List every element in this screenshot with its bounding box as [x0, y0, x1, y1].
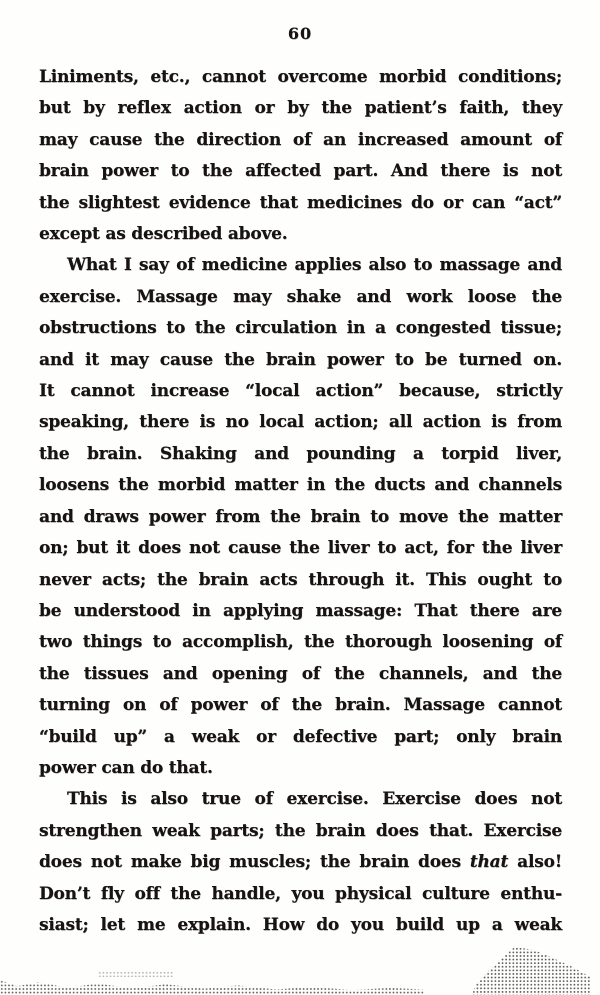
- text-line: the brain. Shaking and pounding a torpid liver,: [39, 443, 562, 464]
- text-line: Don’t fly off the handle, you physical culture enthu-: [39, 883, 562, 904]
- text-line: Liniments, etc., cannot overcome morbid conditions;: [39, 67, 562, 87]
- text-line: It cannot increase “local action” because, strictly: [39, 381, 562, 402]
- text-line: turning on of power of the brain. Massage cannot: [39, 695, 562, 716]
- text-segment: does not make big muscles; the brain does: [39, 852, 470, 873]
- text-line: strengthen weak parts; the brain does that. Exercise: [39, 820, 562, 841]
- paragraph-2: [39, 250, 562, 784]
- page-number: 60: [287, 24, 313, 43]
- text-line: and it may cause the brain power to be turned on.: [39, 349, 562, 370]
- text-line: What I say of medicine applies also to massage and: [67, 255, 562, 276]
- text-line: exercise. Massage may shake and work loose the: [39, 286, 562, 307]
- text-segment: also!: [508, 852, 562, 873]
- text-line: be understood in applying massage: That there are: [39, 600, 562, 621]
- text-line: “build up” a weak or defective part; only brain: [39, 726, 562, 747]
- text-line: may cause the direction of an increased amount of: [39, 129, 562, 150]
- text-block: [39, 62, 562, 941]
- text-line: the tissues and opening of the channels, and the: [39, 663, 562, 684]
- text-line: siast; let me explain. How do you build up a weak: [39, 914, 562, 935]
- text-line: but by reflex action or by the patient’s faith, they: [39, 98, 562, 119]
- text-line: This is also true of exercise. Exercise does not: [67, 789, 562, 810]
- scan-noise-bottom-left: [0, 980, 425, 994]
- text-line: loosens the morbid matter in the ducts and channels: [39, 475, 562, 496]
- text-line: on; but it does not cause the liver to act, for the liver: [39, 538, 562, 559]
- scan-noise-speck-patch: [98, 971, 173, 977]
- text-line: and draws power from the brain to move the matter: [39, 506, 562, 527]
- text-line: obstructions to the circulation in a congested tissue;: [39, 318, 562, 339]
- paragraph-1: [39, 62, 562, 250]
- text-line: speaking, there is no local action; all action is from: [39, 412, 562, 433]
- italic-text-segment: that: [469, 852, 509, 873]
- text-line: except as described above.: [39, 224, 288, 245]
- text-line: never acts; the brain acts through it. This ought to: [39, 569, 562, 590]
- text-line: power can do that.: [39, 757, 213, 778]
- text-line: the slightest evidence that medicines do or can “act”: [39, 192, 562, 213]
- text-line: [39, 847, 562, 878]
- paragraph-3: [39, 784, 562, 941]
- scan-noise-bottom-right: [472, 947, 590, 995]
- text-line: two things to accomplish, the thorough loosening of: [39, 632, 562, 653]
- text-line: brain power to the affected part. And there is not: [39, 161, 562, 182]
